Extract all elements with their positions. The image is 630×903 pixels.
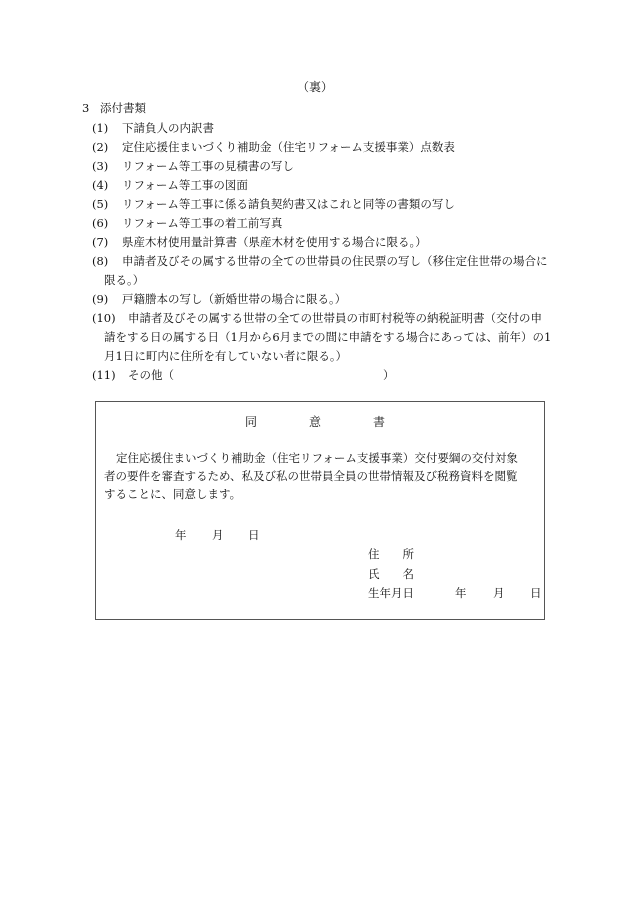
item-number: (2)	[92, 140, 109, 154]
title-char: 書	[373, 415, 386, 429]
consent-title	[245, 413, 385, 430]
item-continuation: 限る。）	[104, 273, 145, 287]
item-text: 戸籍謄本の写し（新婚世帯の場合に限る。）	[122, 292, 347, 306]
item-text: リフォーム等工事の着工前写真	[122, 216, 283, 230]
list-item	[92, 234, 427, 250]
item-continuation: 請をする日の属する日（1月から6月までの間に申請をする場合にあっては、前年）の1	[104, 330, 552, 344]
item-number: (5)	[92, 197, 109, 211]
item-text: リフォーム等工事の見積書の写し	[122, 159, 294, 173]
birth-month-label: 月	[493, 586, 505, 600]
item-number: (9)	[92, 292, 109, 306]
address-label: 住 所	[368, 547, 414, 561]
item-text: 申請者及びその属する世帯の全ての世帯員の市町村税等の納税証明書（交付の申	[128, 311, 542, 325]
item-text: 申請者及びその属する世帯の全ての世帯員の住民票の写し（移住定住世帯の場合に	[122, 254, 548, 268]
list-item	[92, 120, 214, 136]
date-month-label: 月	[212, 528, 224, 542]
section-heading	[82, 100, 146, 116]
birth-year-label: 年	[455, 586, 467, 600]
item-text: その他（	[128, 368, 174, 382]
item-text: 定住応援住まいづくり補助金（住宅リフォーム支援事業）点数表	[122, 140, 455, 154]
item-number: (11)	[92, 368, 116, 382]
list-item	[92, 291, 346, 307]
list-item	[92, 196, 455, 212]
consent-line: 定住応援住まいづくり補助金（住宅リフォーム支援事業）交付要綱の交付対象	[116, 451, 518, 465]
name-label: 氏 名	[368, 567, 414, 581]
list-item	[92, 367, 174, 383]
list-item	[92, 215, 282, 231]
list-item	[92, 253, 548, 269]
list-item	[92, 177, 248, 193]
item-number: (1)	[92, 121, 109, 135]
list-item	[92, 139, 455, 155]
section-number: 3	[82, 101, 90, 115]
item-number: (8)	[92, 254, 109, 268]
item-number: (3)	[92, 159, 109, 173]
item-number: (6)	[92, 216, 109, 230]
date-day-label: 日	[248, 528, 260, 542]
consent-body	[104, 449, 518, 503]
item-text: 下請負人の内訳書	[122, 121, 214, 135]
consent-box	[95, 401, 545, 620]
title-char: 同	[245, 415, 258, 429]
birth-day-label: 日	[530, 586, 542, 600]
birthdate-label: 生年月日	[368, 586, 414, 600]
consent-line: 者の要件を審査するため、私及び私の世帯員全員の世帯情報及び税務資料を閲覧	[104, 469, 518, 483]
item-close-paren: ）	[383, 368, 395, 382]
title-char: 意	[309, 415, 322, 429]
list-item	[92, 310, 542, 326]
page-side-label: （裏）	[296, 80, 333, 94]
section-title: 添付書類	[100, 101, 146, 115]
consent-line: することに、同意します。	[104, 487, 242, 501]
list-item	[92, 158, 294, 174]
item-number: (7)	[92, 235, 109, 249]
item-text: リフォーム等工事に係る請負契約書又はこれと同等の書類の写し	[122, 197, 455, 211]
item-number: (10)	[92, 311, 116, 325]
item-text: リフォーム等工事の図面	[122, 178, 248, 192]
item-number: (4)	[92, 178, 109, 192]
item-continuation: 月1日に町内に住所を有していない者に限る。）	[104, 349, 348, 363]
item-text: 県産木材使用量計算書（県産木材を使用する場合に限る。）	[122, 235, 427, 249]
date-year-label: 年	[175, 528, 187, 542]
